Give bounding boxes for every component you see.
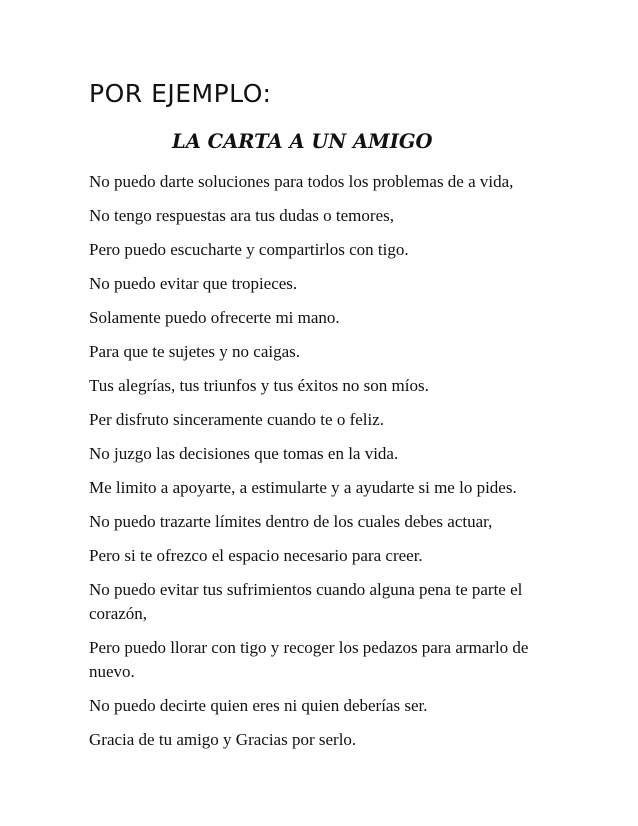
letter-line: Solamente puedo ofrecerte mi mano. [89, 308, 340, 327]
letter-line: No juzgo las decisiones que tomas en la vida. [89, 444, 399, 463]
letter-line: No puedo evitar que tropieces. [89, 274, 298, 293]
letter-line: Per disfruto sinceramente cuando te o feliz. [89, 410, 385, 429]
letter-line: Pero si te ofrezco el espacio necesario para creer. [89, 546, 423, 565]
section-heading: POR EJEMPLO: [89, 79, 272, 108]
letter-body [89, 170, 559, 762]
letter-line: No puedo trazarte límites dentro de los cuales debes actuar, [89, 512, 493, 531]
letter-title: LA CARTA A UN AMIGO [172, 130, 433, 153]
letter-line: Gracia de tu amigo y Gracias por serlo. [89, 730, 357, 749]
letter-line: No puedo decirte quien eres ni quien deberías ser. [89, 696, 428, 715]
letter-line: Pero puedo llorar con tigo y recoger los pedazos para armarlo de nuevo. [89, 638, 529, 681]
letter-line: No puedo evitar tus sufrimientos cuando alguna pena te parte el corazón, [89, 580, 523, 623]
letter-line: Me limito a apoyarte, a estimularte y a ayudarte si me lo pides. [89, 478, 517, 497]
letter-line: No tengo respuestas ara tus dudas o temores, [89, 206, 394, 225]
letter-line: Pero puedo escucharte y compartirlos con tigo. [89, 240, 409, 259]
letter-line: No puedo darte soluciones para todos los problemas de a vida, [89, 172, 514, 191]
letter-line: Tus alegrías, tus triunfos y tus éxitos no son míos. [89, 376, 429, 395]
letter-line: Para que te sujetes y no caigas. [89, 342, 301, 361]
